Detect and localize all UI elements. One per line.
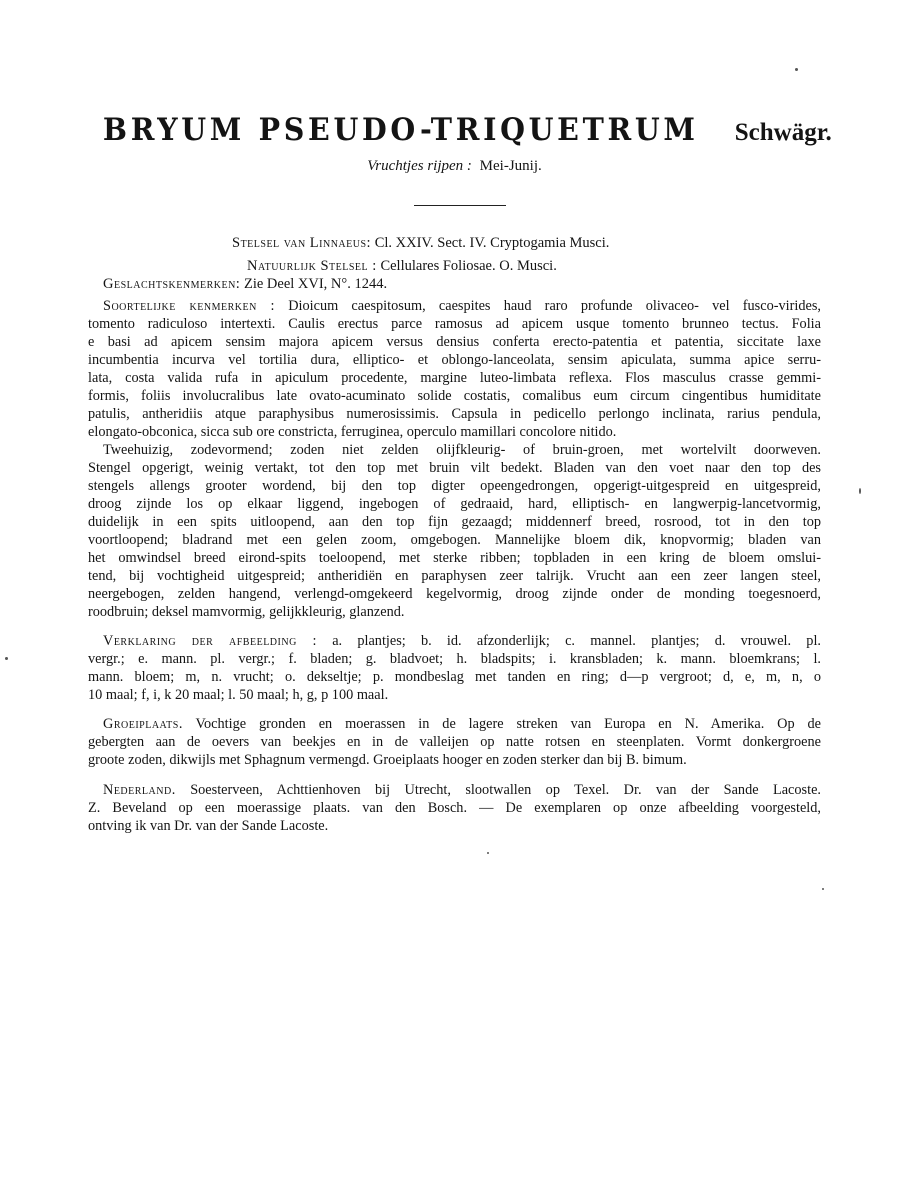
fruiting-label: Vruchtjes rijpen : — [367, 158, 472, 174]
species-line: incumbentia incurva vel tortilia dura, elliptico- et oblongo-lanceolata, sensim apiculata, summa apice serru- — [88, 352, 821, 368]
divider-rule — [414, 205, 506, 206]
scan-speck — [795, 68, 798, 71]
description-line: het omwindsel breed eirond-spits toeloopend, met sterke ribben; topbladen in een kring de bloem omslui- — [88, 550, 821, 566]
species-line: e basi ad apicem sensim majora apicem versus densius conferta erecto-patentia et patentia, siccitate laxe — [88, 334, 821, 350]
natural-system — [247, 258, 557, 275]
netherlands-text: Soesterveen, Achttienhoven bij Utrecht, slootwallen op Texel. Dr. van der Sande Lacoste. — [190, 782, 821, 798]
description-line: roodbruin; deksel mamvormig, gelijkkleurig, glanzend. — [88, 604, 405, 620]
habitat-line: gebergten aan de oevers van beekjes en in de valleijen op natte rotsen en steenplaten. Vormt donkergroene — [88, 734, 821, 750]
species-line — [103, 298, 821, 315]
figure-text: a. plantjes; b. id. afzonderlijk; c. mannel. plantjes; d. vrouwel. pl. — [332, 633, 821, 649]
figure-line — [103, 633, 821, 650]
linnaeus-label: Stelsel van Linnaeus: — [232, 235, 372, 251]
habitat-line — [103, 716, 821, 733]
species-text: Dioicum caespitosum, caespites haud raro profunde olivaceo- vel fusco-virides, — [288, 298, 821, 314]
species-title — [0, 112, 909, 148]
genus-label: Geslachtskenmerken: — [103, 276, 241, 292]
netherlands-line: ontving ik van Dr. van der Sande Lacoste. — [88, 818, 329, 834]
description-line: droog zijnde los op elkaar liggend, ingebogen of gedraaid, hard, elliptisch- en langwerpig-lancetvormig, — [88, 496, 821, 512]
description-line: voortloopend; bladrand met een gelen zoom, omgebogen. Mannelijke bloem dik, knopvormig; bladen van — [88, 532, 821, 548]
description-line: tend, bij vochtigheid uitgespreid; antheridiën en paraphysen zeer talrijk. Vrucht aan een zeer langen steel, — [88, 568, 821, 584]
species-line: lata, costa valida rufa in apiculum procedente, margine luteo-limbata reflexa. Flos masculus crasse gemmi- — [88, 370, 821, 386]
scan-speck — [859, 488, 861, 494]
fruiting-period — [0, 158, 909, 175]
habitat-label: Groeiplaats. — [103, 716, 183, 732]
species-author: Schwägr. — [734, 119, 832, 146]
fruiting-value: Mei-Junij. — [479, 158, 542, 174]
figure-line: mann. bloem; m, n. vrucht; o. dekseltje; p. mondbeslag met tanden en ring; d—p vergroot; d, e, m, n, o — [88, 669, 821, 685]
habitat-text: Vochtige gronden en moerassen in de lagere streken van Europa en N. Amerika. Op de — [195, 716, 821, 732]
scan-speck — [5, 657, 8, 660]
netherlands-line: Z. Beveland op een moerassige plaats. van den Bosch. — De exemplaren op onze afbeelding voorgesteld, — [88, 800, 821, 816]
genus-characters — [103, 276, 387, 293]
natural-value: Cellulares Foliosae. O. Musci. — [380, 258, 557, 274]
description-line: duidelijk in een spits uitloopend, aan den top fijn gezaagd; middennerf breed, rosrood, tot in den top — [88, 514, 821, 530]
species-line: formis, foliis involucralibus late ovato-acuminato solide costatis, comalibus eum circum cingentibus humiditate — [88, 388, 821, 404]
scan-speck — [822, 888, 824, 890]
species-line: tomento radiculoso intertexti. Caulis erectus parce ramosus ad apicem usque tomento brunneo tectus. Folia — [88, 316, 821, 332]
species-line: patulis, antheridiis atque paraphysibus numerosissimis. Capsula in pedicello perlongo inclinata, rarius pendula, — [88, 406, 821, 422]
figure-label: Verklaring der afbeelding : — [103, 633, 317, 649]
figure-line: 10 maal; f, i, k 20 maal; l. 50 maal; h, g, p 100 maal. — [88, 687, 389, 703]
habitat-line: groote zoden, dikwijls met Sphagnum vermengd. Groeiplaats hooger en zoden sterker dan bij B. bimum. — [88, 752, 687, 768]
linnaeus-value: Cl. XXIV. Sect. IV. Cryptogamia Musci. — [374, 235, 610, 251]
species-name: BRYUM PSEUDO-TRIQUETRUM — [103, 112, 699, 148]
species-label: Soortelijke kenmerken : — [103, 298, 275, 314]
description-line: Stengel opgerigt, weinig vertakt, tot den top met bruin vilt bedekt. Bladen van den voet naar den top des — [88, 460, 821, 476]
description-line: Tweehuizig, zodevormend; zoden niet zelden olijfkleurig- of bruin-groen, met wortelvilt doorweven. — [103, 442, 821, 458]
scan-speck — [487, 852, 489, 854]
netherlands-line — [103, 782, 821, 799]
linnaeus-system — [232, 235, 609, 252]
description-line: neergebogen, zelden hangend, verlengd-omgekeerd kegelvormig, droog zijnde onder de monding toegesnoerd, — [88, 586, 821, 602]
description-line: stengels allengs grooter wordend, bij den top digter opeengedrongen, opgerigt-uitgespreid en uitgespreid, — [88, 478, 821, 494]
natural-label: Natuurlijk Stelsel : — [247, 258, 377, 274]
figure-line: vergr.; e. mann. pl. vergr.; f. bladen; g. bladvoet; h. bladspits; i. kransbladen; k. mann. bloemkrans; l. — [88, 651, 821, 667]
netherlands-label: Nederland. — [103, 782, 176, 798]
genus-value: Zie Deel XVI, N°. 1244. — [243, 276, 388, 292]
species-line: elongato-obconica, sicca sub ore constricta, ferruginea, operculo mamillari concolore nitido. — [88, 424, 617, 440]
